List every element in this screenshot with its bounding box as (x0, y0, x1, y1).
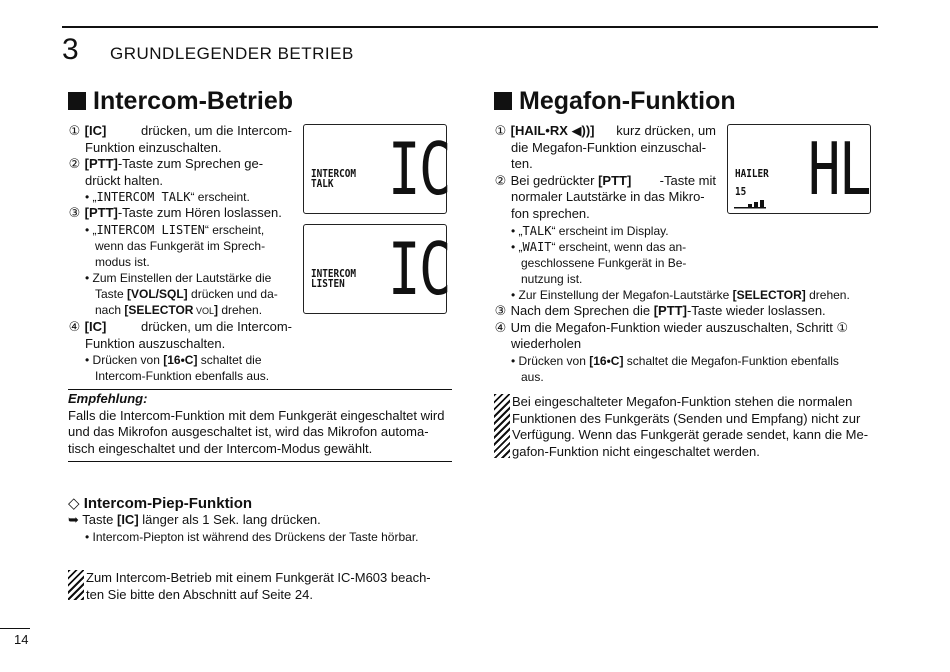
recommendation-l3: tisch eingeschaltet und der Intercom-Modus gewählt. (68, 440, 373, 456)
step-text: Nach dem Sprechen die (510, 303, 654, 318)
vol-label: VOL (193, 305, 214, 316)
step-text: -Taste mit (659, 172, 716, 188)
header-rule (62, 26, 878, 28)
step-3-bullet-1 (68, 222, 292, 238)
intercom-steps (68, 123, 292, 384)
intercom-title: Intercom-Betrieb (93, 87, 294, 115)
note-hatch-icon (68, 570, 84, 600)
mega-bullet-2-l3: nutzung ist. (521, 271, 583, 286)
step-3-bullet-2-l3 (68, 302, 292, 319)
note-megafon-l4: gafon-Funktion nicht eingeschaltet werden. (512, 443, 760, 459)
lcd-big-text: HL (808, 127, 871, 211)
bullet-text: • Drücken von (85, 353, 164, 368)
mega-bullet-2 (494, 239, 716, 255)
step-2-line-1 (68, 156, 292, 173)
recommendation-l2: und das Mikrofon ausgeschaltet ist, wird das Mikrofon automa- (68, 424, 429, 440)
key-label: [IC] (84, 123, 107, 138)
step-text: -Taste wieder loslassen. (686, 303, 826, 318)
lcd-display-hailer (727, 124, 871, 214)
square-bullet-icon (68, 92, 86, 110)
key-label: [HAIL•RX ◀))] (510, 123, 595, 138)
volume-bars-icon (734, 197, 768, 209)
lcd-big-text: IC (388, 227, 451, 311)
page-number: 14 (14, 632, 29, 647)
note-m603-l1: Zum Intercom-Betrieb mit einem Funkgerät IC-M603 beach- (86, 570, 431, 585)
note-hatch-icon (494, 394, 510, 458)
bullet-open: • „ (85, 190, 97, 205)
step-3-bullet-1-l2: wenn das Funkgerät im Sprech- (95, 238, 266, 253)
mega-bullet-3 (494, 287, 884, 303)
note-m603-l2: ten Sie bitte den Abschnitt auf Seite 24. (86, 586, 313, 602)
lcd-line-1: INTERCOM (311, 167, 357, 180)
recommendation-top-rule (68, 389, 452, 390)
footer-rule (0, 628, 30, 629)
bullet-text: Taste (95, 286, 128, 301)
bullet-text: schaltet die (197, 353, 262, 368)
mega-step-2-l2: normaler Lautstärke in das Mikro- (511, 189, 705, 205)
step-text: Taste (82, 512, 117, 527)
beep-steps (68, 512, 456, 545)
lcd-line-2: 15 (735, 185, 747, 198)
note-megafon-l3: Verfügung. Wenn das Funkgerät gerade sendet, kann die Me- (512, 427, 869, 443)
key-label: [VOL/SQL] (127, 286, 188, 301)
mega-step-4-l2: wiederholen (511, 336, 582, 352)
step-number: ③ (68, 205, 81, 221)
mega-bullet-2-l2: geschlossene Funkgerät in Be- (521, 255, 687, 270)
step-text: länger als 1 Sek. lang drücken. (138, 512, 321, 527)
step-4-line-2: Funktion auszuschalten. (85, 335, 226, 351)
key-label: [PTT] (84, 205, 118, 221)
step-number: ③ (494, 303, 507, 318)
mega-step-4-bullet (494, 353, 884, 369)
step-number: ① (68, 123, 81, 138)
recommendation-heading: Empfehlung: (68, 391, 148, 406)
lcd-text: INTERCOM TALK (96, 190, 191, 205)
lcd-line-2: LISTEN (311, 277, 345, 290)
bullet-open: • „ (511, 223, 523, 238)
bullet-text: schaltet die Megafon-Funktion ebenfalls (623, 353, 839, 368)
beep-step (68, 512, 456, 529)
bullet-text: “ erscheint, wenn das an- (551, 239, 687, 254)
key-label: [SELECTOR (124, 302, 194, 317)
bullet-text: drücken und da- (187, 286, 278, 301)
intercom-heading (68, 89, 293, 114)
mega-step-1-l2: die Megafon-Funktion einzuschal- (511, 139, 707, 155)
square-bullet-icon (494, 92, 512, 110)
step-number: ① (494, 123, 507, 138)
lcd-big-text: IC (388, 127, 451, 211)
step-text: -Taste zum Sprechen ge- (117, 156, 264, 172)
lcd-line-1: INTERCOM (311, 267, 357, 280)
beep-title: Intercom-Piep-Funktion (83, 495, 253, 512)
step-1-line-1 (68, 123, 292, 140)
step-text: Um die Megafon-Funktion wieder auszuschalten, Schritt ① (510, 319, 849, 335)
lcd-text: INTERCOM LISTEN (96, 222, 205, 237)
mega-step-2-l3: fon sprechen. (511, 205, 590, 221)
bullet-text: drehen. (218, 302, 263, 317)
key-label: [16•C] (163, 353, 198, 368)
megafon-steps-bottom (494, 287, 884, 385)
mega-step-3 (494, 303, 884, 320)
bullet-text: • Drücken von (511, 353, 590, 368)
bullet-open: • „ (85, 222, 97, 237)
step-text: drücken, um die Intercom- (140, 318, 292, 334)
mega-step-4-bullet-l2: aus. (521, 369, 544, 384)
key-label-close: ] (214, 302, 218, 317)
lcd-display-listen (303, 224, 451, 314)
step-2-bullet (68, 189, 292, 205)
mega-step-2 (494, 173, 716, 190)
lcd-line-1: HAILER (735, 167, 769, 180)
recommendation-l1: Falls die Intercom-Funktion mit dem Funkgerät eingeschaltet wird (68, 407, 445, 423)
chapter-number: 3 (62, 33, 79, 66)
step-number: ② (68, 156, 81, 172)
bullet-text: “ erscheint. (190, 190, 250, 205)
step-number: ④ (494, 319, 507, 335)
note-megafon-l2: Funktionen des Funkgeräts (Senden und Empfang) nicht zur (512, 410, 861, 426)
bullet-text: “ erscheint, (204, 222, 265, 237)
step-3-bullet-2-l2 (68, 286, 292, 302)
key-label: [PTT] (598, 172, 632, 188)
note-megafon (494, 394, 884, 460)
mega-step-4 (494, 320, 884, 337)
bullet-text: “ erscheint im Display. (551, 223, 669, 238)
megafon-heading (494, 89, 736, 114)
diamond-icon: ◇ (68, 495, 80, 512)
key-label: [PTT] (653, 303, 687, 318)
beep-heading (68, 494, 252, 512)
step-3-bullet-2: • Zum Einstellen der Lautstärke die (85, 270, 272, 285)
step-2-line-2: drückt halten. (85, 172, 164, 188)
arrow-right-icon: ➥ (68, 512, 79, 527)
megafon-title: Megafon-Funktion (519, 87, 736, 115)
recommendation-bottom-rule (68, 461, 452, 462)
step-number: ② (494, 172, 507, 188)
key-label: [IC] (116, 512, 139, 527)
step-4-line-1 (68, 319, 292, 336)
chapter-title: GRUNDLEGENDER BETRIEB (110, 44, 354, 63)
bullet-text: drehen. (805, 288, 850, 302)
key-label: [IC] (84, 318, 107, 334)
mega-bullet-1 (494, 223, 716, 239)
megafon-steps-top (494, 123, 716, 287)
note-m603 (68, 570, 458, 603)
key-label: [16•C] (589, 353, 624, 368)
lcd-display-talk (303, 124, 451, 214)
step-text: kurz drücken, um (616, 123, 716, 138)
mega-step-1 (494, 123, 716, 140)
bullet-open: • „ (511, 239, 523, 254)
step-number: ④ (68, 318, 81, 334)
step-3-line-1 (68, 205, 292, 222)
bullet-text: • Zur Einstellung der Megafon-Lautstärke (511, 288, 733, 302)
step-3-bullet-1-l3: modus ist. (95, 254, 150, 269)
mega-step-1-l3: ten. (511, 156, 533, 172)
recommendation (68, 391, 456, 457)
key-label: [PTT] (84, 156, 118, 172)
step-4-bullet-l2: Intercom-Funktion ebenfalls aus. (95, 369, 270, 384)
step-text: drücken, um die Intercom- (140, 123, 292, 138)
step-text: -Taste zum Hören loslassen. (117, 205, 282, 221)
beep-bullet: • Intercom-Piepton ist während des Drückens der Taste hörbar. (85, 529, 419, 544)
key-label: [SELECTOR] (732, 288, 806, 302)
lcd-line-2: TALK (311, 177, 334, 190)
lcd-text: WAIT (522, 239, 552, 254)
step-text: Bei gedrückter (510, 172, 599, 188)
note-megafon-l1: Bei eingeschalteter Megafon-Funktion stehen die normalen (512, 394, 853, 409)
step-4-bullet (68, 352, 292, 368)
bullet-text: nach (95, 302, 125, 317)
step-1-line-2: Funktion einzuschalten. (85, 139, 222, 155)
lcd-text: TALK (522, 223, 552, 238)
